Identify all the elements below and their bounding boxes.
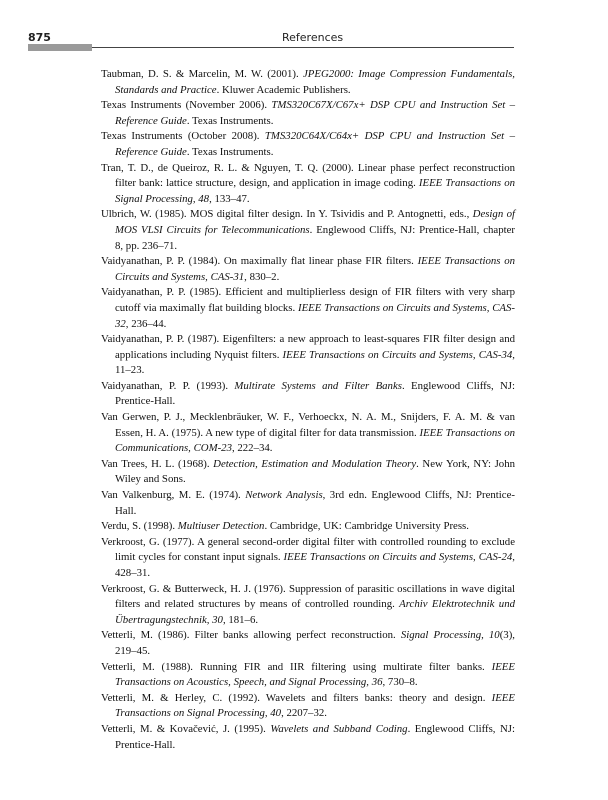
reference-list: [101, 67, 515, 753]
reference-text: Vetterli, M. & Kovačević, J. (1995).: [101, 722, 271, 735]
reference-entry: [101, 488, 515, 519]
reference-source-title: Detection, Estimation and Modulation Theory: [213, 457, 417, 470]
reference-source-title: IEEE Transactions on Circuits and Systems, CAS-34: [282, 348, 513, 361]
reference-entry: [101, 722, 515, 753]
reference-entry: [101, 457, 515, 488]
reference-entry: [101, 98, 515, 129]
reference-text: Verdu, S. (1998).: [101, 520, 178, 533]
reference-publication-details: . Englewood Cliffs, NJ: Prentice-Hall, chapter 8, pp. 236–71.: [115, 223, 515, 252]
reference-entry: [101, 129, 515, 160]
reference-entry: [101, 691, 515, 722]
reference-text: Verkroost, G. & Butterweck, H. J. (1976). Suppression of parasitic oscillations in wave digital filters and related structures by means of controlled rounding.: [101, 582, 515, 611]
reference-publication-details: (3), 219–45.: [115, 629, 515, 657]
reference-source-title: Network Analysis: [245, 489, 323, 502]
reference-source-title: IEEE Transactions on Circuits and Systems, CAS-32: [115, 301, 515, 330]
reference-publication-details: , 3rd edn. Englewood Cliffs, NJ: Prentice-Hall.: [115, 489, 515, 517]
reference-publication-details: , 133–47.: [209, 192, 250, 205]
reference-source-title: TMS320C67X/C67x+ DSP CPU and Instruction Set – Reference Guide: [115, 99, 515, 127]
reference-text: Vetterli, M. (1988). Running FIR and IIR filtering using multirate filter banks.: [101, 660, 492, 673]
header-tab-bar: [28, 44, 92, 51]
reference-publication-details: . Englewood Cliffs, NJ: Prentice-Hall.: [115, 722, 515, 751]
reference-source-title: Wavelets and Subband Coding: [270, 722, 408, 735]
page-number: 875: [28, 31, 51, 44]
reference-source-title: JPEG2000: Image Compression Fundamentals, Standards and Practice: [115, 68, 515, 96]
reference-text: Ulbrich, W. (1985). MOS digital filter design. In Y. Tsividis and P. Antognetti, eds.,: [101, 208, 473, 221]
reference-publication-details: , 830–2.: [244, 270, 280, 283]
reference-source-title: IEEE Transactions on Signal Processing, 40: [115, 691, 515, 720]
reference-text: Vaidyanathan, P. P. (1987). Eigenfilters: a new approach to least-squares FIR filter design and applications including Nyquist filters.: [101, 333, 515, 361]
reference-text: Van Trees, H. L. (1968).: [101, 457, 214, 470]
reference-publication-details: . New York, NY: John Wiley and Sons.: [115, 457, 516, 486]
reference-source-title: IEEE Transactions on Circuits and Systems, CAS-24: [283, 551, 513, 564]
reference-publication-details: , 236–44.: [125, 317, 167, 330]
reference-publication-details: , 2207–32.: [281, 707, 327, 720]
reference-source-title: IEEE Transactions on Communications, COM-23: [115, 426, 515, 455]
reference-entry: [101, 379, 515, 410]
reference-publication-details: . Kluwer Academic Publishers.: [216, 83, 351, 96]
reference-entry: [101, 535, 515, 582]
reference-entry: [101, 67, 515, 98]
reference-text: Van Gerwen, P. J., Mecklenbräuker, W. F., Verhoeckx, N. A. M., Snijders, F. A. M. & van Essen, H. A. (1975). A new type of digital filter for data transmission.: [101, 411, 515, 439]
reference-source-title: IEEE Transactions on Circuits and Systems, CAS-31: [115, 255, 515, 283]
reference-source-title: Signal Processing, 10: [400, 629, 500, 642]
reference-entry: [101, 410, 515, 457]
reference-entry: [101, 285, 515, 332]
reference-text: Tran, T. D., de Queiroz, R. L. & Nguyen, T. Q. (2000). Linear phase perfect reconstruction filter bank: lattice structure, design, and application in image coding.: [101, 161, 515, 190]
reference-entry: [101, 628, 515, 659]
reference-text: Vetterli, M. & Herley, C. (1992). Wavelets and filters banks: theory and design.: [101, 691, 492, 704]
reference-text: Vaidyanathan, P. P. (1984). On maximally flat linear phase FIR filters.: [101, 255, 418, 268]
reference-publication-details: , 222–34.: [231, 442, 273, 455]
reference-text: Vetterli, M. (1986). Filter banks allowing perfect reconstruction.: [101, 629, 401, 642]
reference-entry: [101, 582, 515, 629]
reference-entry: [101, 161, 515, 208]
header-rule: [28, 47, 514, 48]
reference-publication-details: , 730–8.: [382, 676, 418, 689]
reference-entry: [101, 660, 515, 691]
reference-text: Texas Instruments (November 2006).: [101, 99, 272, 112]
reference-source-title: Multiuser Detection: [177, 520, 265, 533]
reference-publication-details: . Cambridge, UK: Cambridge University Press.: [264, 520, 469, 533]
reference-entry: [101, 519, 515, 535]
reference-source-title: IEEE Transactions on Signal Processing, 48: [115, 177, 515, 205]
reference-publication-details: , 181–6.: [222, 613, 259, 626]
reference-text: Van Valkenburg, M. E. (1974).: [101, 489, 246, 502]
reference-publication-details: , 428–31.: [115, 551, 515, 579]
reference-text: Vaidyanathan, P. P. (1985). Efficient and multiplierless design of FIR filters with very sharp cutoff via maximally flat building blocks.: [101, 286, 515, 314]
reference-source-title: TMS320C64X/C64x+ DSP CPU and Instruction Set – Reference Guide: [115, 130, 515, 158]
reference-source-title: IEEE Transactions on Acoustics, Speech, and Signal Processing, 36: [115, 660, 515, 689]
reference-text: Vaidyanathan, P. P. (1993).: [101, 379, 235, 392]
reference-publication-details: . Englewood Cliffs, NJ: Prentice-Hall.: [115, 379, 515, 408]
running-head: References: [282, 31, 344, 44]
reference-publication-details: , 11–23.: [115, 348, 515, 377]
reference-publication-details: . Texas Instruments.: [186, 114, 274, 127]
reference-text: Texas Instruments (October 2008).: [101, 130, 265, 143]
reference-source-title: Design of MOS VLSI Circuits for Telecommunications: [115, 208, 515, 236]
reference-entry: [101, 332, 515, 379]
reference-text: Verkroost, G. (1977). A general second-order digital filter with controlled rounding to exclude limit cycles for constant input signals.: [101, 535, 515, 564]
reference-source-title: Multirate Systems and Filter Banks: [234, 379, 402, 392]
reference-text: Taubman, D. S. & Marcelin, M. W. (2001).: [101, 68, 304, 80]
reference-source-title: Archiv Elektrotechnik und Übertragungstechnik, 30: [115, 598, 515, 626]
reference-entry: [101, 254, 515, 285]
reference-entry: [101, 207, 515, 254]
reference-publication-details: . Texas Instruments.: [186, 145, 274, 158]
